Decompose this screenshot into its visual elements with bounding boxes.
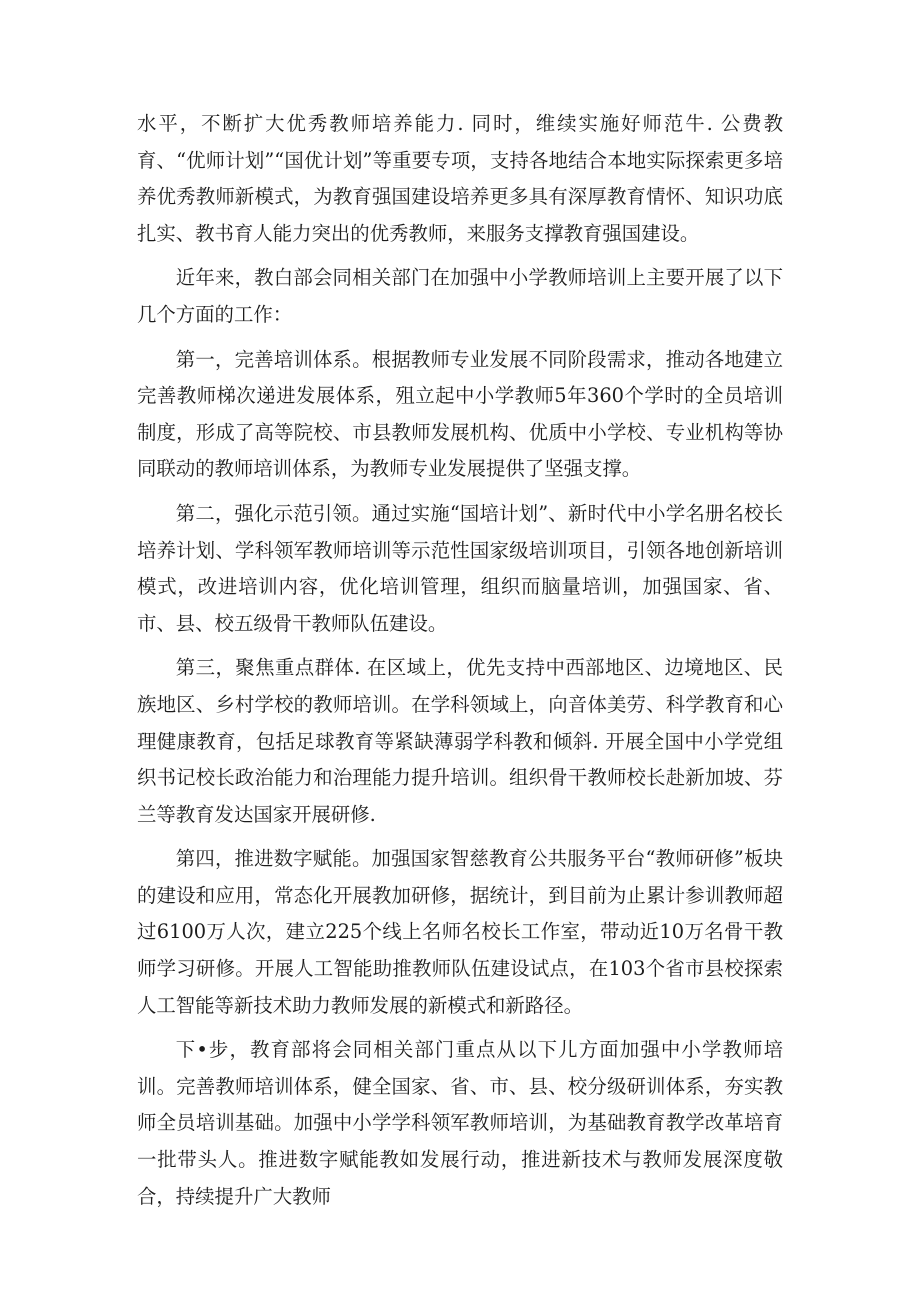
- paragraph-next-steps: 下•步，教育部将会同相关部门重点从以下儿方面加强中小学教师培训。完善教师培训体系，健全国家、省、市、县、校分级研训体系，夯实教师全员培训基础。加强中小学学科领军教师培训，为基础教育教学改革培育一批带头人。推进数字赋能教如发展行动，推进新技术与教师发展深度敬合，持续提升广大教师: [137, 1038, 783, 1208]
- paragraph-fourth-point: 第四，推进数字赋能。加强国家智慈教育公共服务平台“教师研修”板块的建设和应用，常态化开展教加研修，据统计，到目前为止累计参训教师超过6100万人次，建立225个线上名师名校长工作室，带动近10万名骨干教师学习研修。开展人工智能助推教师队伍建设试点，在103个省市县校探索人工智能等新技术助力教师发展的新模式和新路径。: [137, 847, 783, 1017]
- paragraph-second-point: 第二，强化示范引领。通过实施“国培计划”、新时代中小学名册名校长培养计划、学科领军教师培训等示范性国家级培训项目，引领各地创新培训模式，改进培训内容，优化培训管理，组织而脑量培训，加强国家、省、市、县、校五级骨干教师队伍建设。: [137, 501, 783, 635]
- document-body: [137, 106, 783, 1223]
- paragraph-continuation: 水平，不断扩大优秀教师培养能力. 同时，维续实施好师范牛. 公费教育、“优师计划”“国优计划”等重要专项，支持各地结合本地实际探索更多培养优秀教师新模式，为教育强国建设培养更多具有深厚教育情怀、知识功底扎实、教书育人能力突出的优秀教师，来服务支撑教育强国建设。: [137, 112, 783, 245]
- paragraph-first-point: 第一，完善培训体系。根据教师专业发展不同阶段需求，推动各地建立完善教师梯次递进发展体系，殂立起中小学教师5年360个学时的全员培训制度，形成了高等院校、市县教师发展机构、优质中小学校、专业机构等协同联动的教师培训体系，为教师专业发展提供了坚强支撑。: [137, 347, 783, 481]
- paragraph-third-point: 第三，聚焦重点群体. 在区域上，优先支持中西部地区、边境地区、民族地区、乡村学校的教师培训。在学科领域上，向音体美劳、科学教育和心理健康教育，包括足球教育等紧缺薄弱学科教和倾斜. 开展全国中小学党组织书记校长政治能力和治理能力提升培训。组织骨干教师校长赴新加坡、芬兰等教育发达国家开展研修.: [137, 656, 783, 826]
- paragraph-intro: 近年来，教白部会同相关部门在加强中小学教师培训上主要开展了以下几个方面的工作：: [137, 266, 783, 326]
